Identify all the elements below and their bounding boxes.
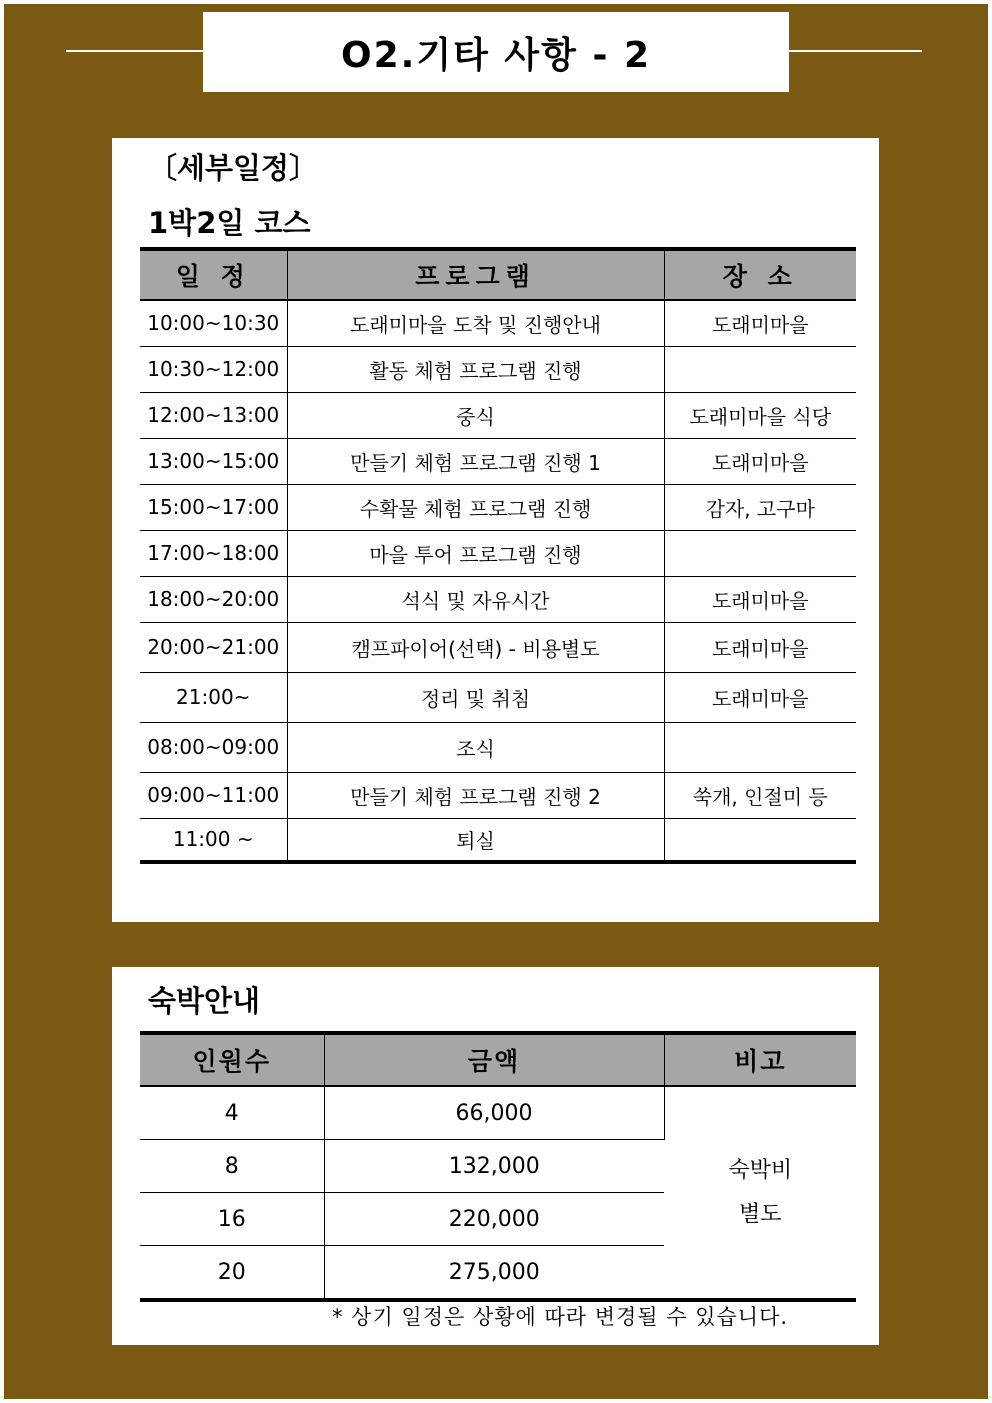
schedule-program-cell: 중식 <box>287 392 664 438</box>
schedule-time-cell: 10:30~12:00 <box>140 346 287 392</box>
schedule-row <box>140 346 856 392</box>
schedule-row <box>140 300 856 346</box>
lodging-row <box>140 1086 856 1140</box>
schedule-row <box>140 438 856 484</box>
header-time: 일 정 <box>140 249 287 300</box>
schedule-row <box>140 722 856 772</box>
detailed-schedule-heading: 〔세부일정〕 <box>148 151 319 185</box>
schedule-program-cell: 만들기 체험 프로그램 진행 2 <box>287 772 664 818</box>
lodging-panel <box>112 967 879 1345</box>
schedule-row <box>140 818 856 862</box>
lodging-price-cell: 132,000 <box>324 1140 664 1193</box>
lodging-table <box>140 1031 856 1302</box>
schedule-row <box>140 672 856 722</box>
schedule-row <box>140 530 856 576</box>
schedule-table <box>140 247 856 864</box>
header-people: 인원수 <box>140 1033 324 1086</box>
schedule-time-cell: 08:00~09:00 <box>140 722 287 772</box>
schedule-program-cell: 마을 투어 프로그램 진행 <box>287 530 664 576</box>
page-title: O2.기타 사항 - 2 <box>203 12 789 92</box>
schedule-row <box>140 392 856 438</box>
lodging-people-cell: 4 <box>140 1086 324 1140</box>
schedule-program-cell: 활동 체험 프로그램 진행 <box>287 346 664 392</box>
schedule-time-cell: 15:00~17:00 <box>140 484 287 530</box>
schedule-program-cell: 도래미마을 도착 및 진행안내 <box>287 300 664 346</box>
lodging-remark-cell <box>664 1086 856 1300</box>
title-rule-left <box>66 50 206 52</box>
schedule-place-cell <box>664 722 856 772</box>
schedule-program-cell: 정리 및 취침 <box>287 672 664 722</box>
schedule-place-cell: 도래미마을 식당 <box>664 392 856 438</box>
schedule-place-cell: 도래미마을 <box>664 300 856 346</box>
lodging-header-row <box>140 1033 856 1086</box>
header-price: 금액 <box>324 1033 664 1086</box>
course-heading: 1박2일 코스 <box>148 206 311 240</box>
lodging-price-cell: 66,000 <box>324 1086 664 1140</box>
remark-line-2: 별도 <box>738 1201 782 1227</box>
schedule-place-cell <box>664 346 856 392</box>
schedule-row <box>140 772 856 818</box>
schedule-time-cell: 21:00~ <box>140 672 287 722</box>
schedule-header-row <box>140 249 856 300</box>
schedule-place-cell: 도래미마을 <box>664 576 856 622</box>
lodging-people-cell: 16 <box>140 1193 324 1246</box>
header-remark: 비고 <box>664 1033 856 1086</box>
schedule-program-cell: 수확물 체험 프로그램 진행 <box>287 484 664 530</box>
schedule-place-cell: 도래미마을 <box>664 622 856 672</box>
schedule-program-cell: 만들기 체험 프로그램 진행 1 <box>287 438 664 484</box>
lodging-heading: 숙박안내 <box>148 984 261 1018</box>
schedule-place-cell: 쑥개, 인절미 등 <box>664 772 856 818</box>
remark-line-1: 숙박비 <box>728 1157 793 1183</box>
schedule-time-cell: 09:00~11:00 <box>140 772 287 818</box>
schedule-program-cell: 석식 및 자유시간 <box>287 576 664 622</box>
schedule-time-cell: 13:00~15:00 <box>140 438 287 484</box>
schedule-place-cell: 감자, 고구마 <box>664 484 856 530</box>
schedule-time-cell: 18:00~20:00 <box>140 576 287 622</box>
schedule-panel <box>112 138 879 922</box>
schedule-time-cell: 20:00~21:00 <box>140 622 287 672</box>
schedule-row <box>140 484 856 530</box>
lodging-price-cell: 275,000 <box>448 1259 540 1285</box>
schedule-place-cell: 도래미마을 <box>664 672 856 722</box>
footnote: * 상기 일정은 상황에 따라 변경될 수 있습니다. <box>332 1305 789 1329</box>
schedule-row <box>140 622 856 672</box>
lodging-people-cell: 8 <box>140 1140 324 1193</box>
schedule-time-cell: 12:00~13:00 <box>140 392 287 438</box>
schedule-program-cell: 퇴실 <box>287 818 664 862</box>
schedule-time-cell: 17:00~18:00 <box>140 530 287 576</box>
header-program: 프로그램 <box>287 249 664 300</box>
lodging-price-cell: 220,000 <box>324 1193 664 1246</box>
schedule-place-cell <box>664 818 856 862</box>
title-rule-right <box>786 50 922 52</box>
schedule-row <box>140 576 856 622</box>
header-place: 장 소 <box>664 249 856 300</box>
schedule-program-cell: 캠프파이어(선택) - 비용별도 <box>287 622 664 672</box>
schedule-time-cell: 10:00~10:30 <box>140 300 287 346</box>
schedule-time-cell: 11:00 ~ <box>140 818 287 862</box>
lodging-people-cell: 20 <box>140 1246 324 1301</box>
schedule-place-cell: 도래미마을 <box>664 438 856 484</box>
schedule-program-cell: 조식 <box>287 722 664 772</box>
schedule-place-cell <box>664 530 856 576</box>
